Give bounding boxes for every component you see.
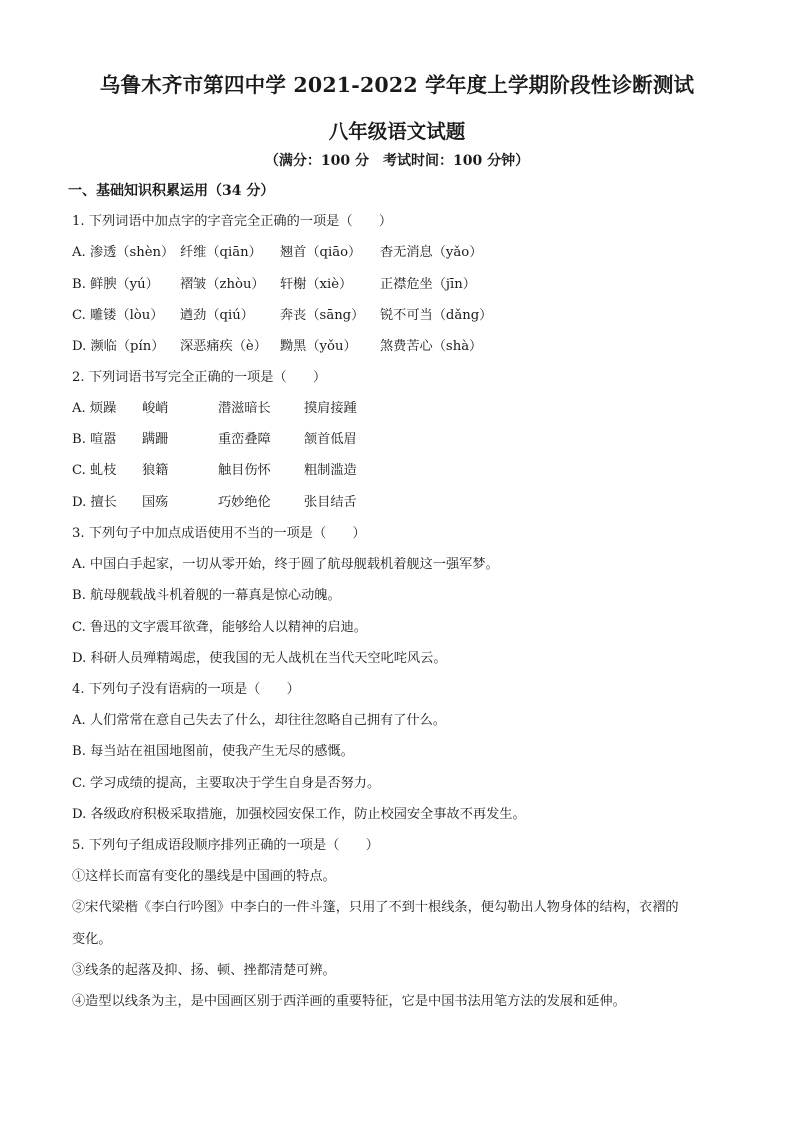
question-1-option-b[interactable]: B. 鲜腴（yú） 褶皱（zhòu） 轩榭（xiè） 正襟危坐（jīn） xyxy=(72,277,476,292)
question-4-stem: 4. 下列句子没有语病的一项是（ ） xyxy=(72,682,300,697)
question-2-stem: 2. 下列词语书写完全正确的一项是（ ） xyxy=(72,370,327,385)
question-3-option-b[interactable]: B. 航母舰载战斗机着舰的一幕真是惊心动魄。 xyxy=(72,588,341,603)
section-heading: 一、基础知识积累运用（34 分） xyxy=(68,183,275,199)
question-3-stem: 3. 下列句子中加点成语使用不当的一项是（ ） xyxy=(72,526,366,541)
question-4-option-c[interactable]: C. 学习成绩的提高，主要取决于学生自身是否努力。 xyxy=(72,776,381,791)
exam-meta: （满分：100 分 考试时间：100 分钟） xyxy=(264,153,530,169)
question-4-option-d[interactable]: D. 各级政府积极采取措施，加强校园安保工作，防止校园安全事故不再发生。 xyxy=(72,807,526,822)
question-1-stem: 1. 下列词语中加点字的字音完全正确的一项是（ ） xyxy=(72,214,393,229)
question-5-sentence-1: ①这样长而富有变化的墨线是中国画的特点。 xyxy=(72,869,336,884)
exam-subtitle: 八年级语文试题 xyxy=(328,120,466,143)
question-4-option-b[interactable]: B. 每当站在祖国地图前，使我产生无尽的感慨。 xyxy=(72,744,354,759)
question-2-option-c[interactable]: C. 虬枝 狼籍 触目伤怀 粗制滥造 xyxy=(72,463,357,478)
question-1-option-c[interactable]: C. 雕镂（lòu） 遒劲（qiú） 奔丧（sāng） 锐不可当（dǎng） xyxy=(72,308,493,323)
question-5-sentence-3: ③线条的起落及抑、扬、顿、挫都清楚可辨。 xyxy=(72,963,336,978)
question-3-option-c[interactable]: C. 鲁迅的文字震耳欲聋，能够给人以精神的启迪。 xyxy=(72,620,367,635)
question-2-option-b[interactable]: B. 喧嚣 蹒跚 重峦叠障 颔首低眉 xyxy=(72,432,357,447)
question-2-option-a[interactable]: A. 烦躁 峻峭 潜滋暗长 摸肩接踵 xyxy=(72,401,357,416)
question-5-sentence-4: ④造型以线条为主，是中国画区别于西洋画的重要特征，它是中国书法用笔方法的发展和延伸。 xyxy=(72,994,626,1009)
question-5-sentence-2-cont: 变化。 xyxy=(72,932,112,947)
question-3-option-d[interactable]: D. 科研人员殚精竭虑，使我国的无人战机在当代天空叱咤风云。 xyxy=(72,651,447,666)
exam-title: 乌鲁木齐市第四中学 2021-2022 学年度上学期阶段性诊断测试 xyxy=(99,73,695,97)
question-1-option-d[interactable]: D. 濒临（pín） 深恶痛疾（è） 黝黑（yǒu） 煞费苦心（shà） xyxy=(72,339,483,354)
question-5-stem: 5. 下列句子组成语段顺序排列正确的一项是（ ） xyxy=(72,838,379,853)
question-2-option-d[interactable]: D. 擅长 国殇 巧妙绝伦 张目结舌 xyxy=(72,495,357,510)
question-1-option-a[interactable]: A. 渗透（shèn） 纤维（qiān） 翘首（qiāo） 杳无消息（yǎo） xyxy=(72,245,483,260)
question-3-option-a[interactable]: A. 中国白手起家，一切从零开始，终于圆了航母舰载机着舰这一强军梦。 xyxy=(72,557,499,572)
question-4-option-a[interactable]: A. 人们常常在意自己失去了什么，却往往忽略自己拥有了什么。 xyxy=(72,713,446,728)
question-5-sentence-2: ②宋代梁楷《李白行吟图》中李白的一件斗篷，只用了不到十根线条，便勾勒出人物身体的结构，衣褶的 xyxy=(72,900,679,915)
